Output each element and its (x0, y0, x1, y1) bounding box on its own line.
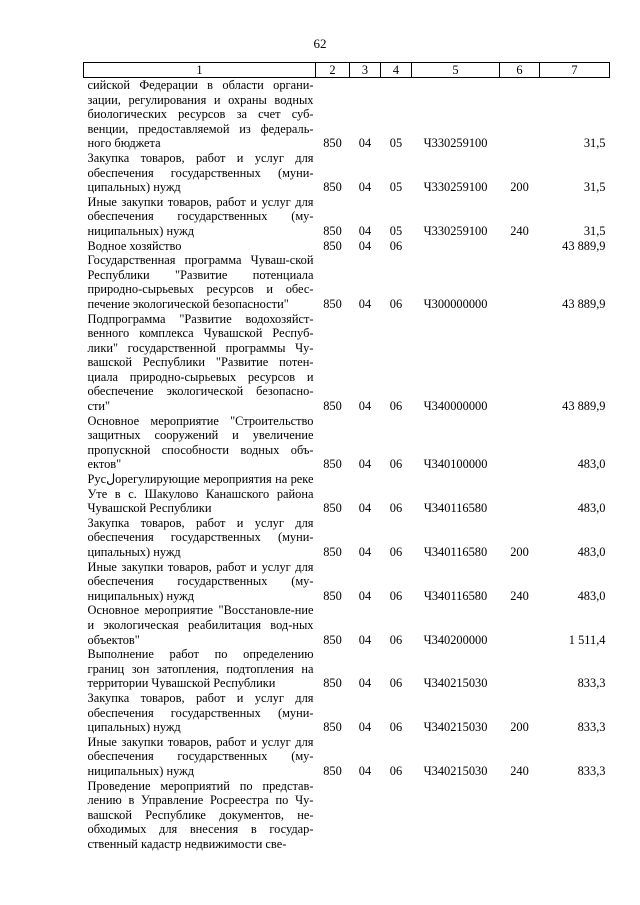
column-header: 1 (84, 63, 316, 78)
cell-csr: Ч330259100 (423, 180, 488, 195)
cell-name: Водное хозяйство (87, 238, 182, 253)
cell-vr (500, 312, 540, 414)
cell-gr: 850 (323, 399, 342, 414)
cell-rz: 04 (358, 136, 372, 151)
table-row (84, 779, 610, 852)
cell-gr: 850 (323, 501, 342, 516)
table-row (84, 151, 610, 195)
cell-gr: 850 (323, 588, 342, 603)
cell-vr: 240 (510, 588, 529, 603)
cell-sum: 483,0 (577, 457, 606, 472)
cell-name: Основное мероприятие "Восстановле-ние и экологическая реабилитация вод-ных объектов" (87, 603, 314, 647)
table-row (84, 253, 610, 311)
cell-vr (500, 603, 540, 647)
cell-rz: 04 (358, 676, 372, 691)
cell-pr: 05 (389, 136, 403, 151)
cell-sum: 483,0 (577, 545, 606, 559)
cell-pr: 06 (389, 238, 403, 253)
cell-csr: Ч340215030 (423, 763, 488, 778)
budget-table (83, 62, 610, 851)
cell-gr: 850 (323, 238, 342, 253)
cell-sum: 833,3 (577, 676, 606, 691)
cell-rz: 04 (358, 632, 372, 647)
cell-rz: 04 (358, 545, 372, 559)
cell-pr: 05 (389, 223, 403, 238)
cell-rz: 04 (358, 763, 372, 778)
cell-name: Русلорегулирующие мероприятия на реке Уте в с. Шакулово Канашского района Чувашской Республики (87, 472, 314, 516)
cell-gr: 850 (323, 763, 342, 778)
page-number: 62 (313, 36, 327, 51)
cell-pr: 06 (389, 399, 403, 414)
cell-vr (500, 253, 540, 311)
cell-vr (500, 647, 540, 691)
cell-gr: 850 (323, 223, 342, 238)
cell-rz: 04 (358, 296, 372, 311)
cell-pr: 06 (389, 545, 403, 559)
cell-name: Иные закупки товаров, работ и услуг для обеспечения государственных (му-ниципальных) нужд (87, 734, 314, 778)
cell-sum (540, 779, 610, 852)
cell-name: Основное мероприятие "Строительство защитных сооружений и увеличение пропускной способности водных объ-ектов" (87, 413, 314, 472)
cell-csr: Ч340000000 (423, 399, 488, 414)
cell-vr: 200 (510, 180, 529, 195)
cell-gr: 850 (323, 545, 342, 559)
cell-sum: 31,5 (583, 223, 606, 238)
cell-pr: 06 (389, 720, 403, 735)
cell-name: Иные закупки товаров, работ и услуг для обеспечения государственных (му-ниципальных) нужд (87, 194, 314, 238)
cell-rz: 04 (358, 588, 372, 603)
cell-name: Проведение мероприятий по представ-лению в Управление Росреестра по Чу-вашской Республике документов, не-обходимых для внесения в государ-ственный кадастр недвижимости све- (87, 778, 314, 851)
cell-name: сийской Федерации в области органи-зации, регулирования и охраны водных биологических ресурсов за счет суб-венции, предоставляемой из федераль-ного бюджета (87, 78, 314, 151)
table-row (84, 239, 610, 254)
column-header: 7 (540, 63, 610, 78)
cell-rz: 04 (358, 501, 372, 516)
column-header: 4 (381, 63, 412, 78)
cell-sum: 43 889,9 (562, 238, 606, 253)
cell-pr: 06 (389, 632, 403, 647)
cell-rz: 04 (358, 180, 372, 195)
cell-vr (500, 472, 540, 516)
cell-vr: 200 (510, 720, 529, 735)
column-header: 3 (350, 63, 381, 78)
table-row (84, 560, 610, 604)
cell-vr: 240 (510, 763, 529, 778)
cell-pr: 06 (389, 501, 403, 516)
cell-vr (500, 779, 540, 852)
cell-name: Закупка товаров, работ и услуг для обеспечения государственных (муни-ципальных) нужд (87, 515, 314, 559)
cell-gr: 850 (323, 720, 342, 735)
cell-gr: 850 (323, 457, 342, 472)
cell-gr: 850 (323, 676, 342, 691)
column-header: 6 (500, 63, 540, 78)
cell-sum: 31,5 (583, 180, 606, 195)
cell-csr: Ч340215030 (423, 720, 488, 735)
cell-gr: 850 (323, 136, 342, 151)
cell-name: Государственная программа Чуваш-ской Республики "Развитие потенциала природно-сырьевых ресурсов и обес-печение экологической безопасности" (87, 253, 314, 311)
cell-csr: Ч340116580 (423, 588, 488, 603)
table-row (84, 691, 610, 735)
cell-rz: 04 (358, 457, 372, 472)
cell-name: Закупка товаров, работ и услуг для обеспечения государственных (муни-ципальных) нужд (87, 150, 314, 195)
cell-name: Закупка товаров, работ и услуг для обеспечения государственных (муни-ципальных) нужд (87, 690, 314, 735)
cell-vr (500, 239, 540, 254)
cell-csr: Ч340100000 (423, 457, 488, 472)
table-row (84, 472, 610, 516)
cell-pr (381, 779, 412, 852)
cell-rz: 04 (358, 223, 372, 238)
cell-pr: 06 (389, 676, 403, 691)
cell-sum: 833,3 (577, 763, 606, 778)
cell-gr: 850 (323, 632, 342, 647)
table-row (84, 516, 610, 560)
cell-gr: 850 (323, 180, 342, 195)
table-row (84, 647, 610, 691)
cell-vr (500, 414, 540, 472)
cell-csr (412, 779, 500, 852)
cell-rz: 04 (358, 720, 372, 735)
table-row (84, 414, 610, 472)
cell-csr (412, 239, 500, 254)
cell-pr: 06 (389, 588, 403, 603)
cell-csr: Ч340215030 (423, 676, 488, 691)
cell-rz: 04 (358, 399, 372, 414)
cell-sum: 483,0 (577, 588, 606, 603)
table-row (84, 603, 610, 647)
cell-rz (350, 779, 381, 852)
cell-vr (500, 78, 540, 151)
table-header-row (84, 63, 610, 78)
cell-sum: 833,3 (577, 720, 606, 735)
cell-sum: 43 889,9 (562, 296, 606, 311)
cell-pr: 06 (389, 763, 403, 778)
cell-csr: Ч330259100 (423, 223, 488, 238)
cell-sum: 1 511,4 (568, 632, 606, 647)
cell-csr: Ч340200000 (423, 632, 488, 647)
cell-vr: 200 (510, 545, 529, 559)
cell-pr: 05 (389, 180, 403, 195)
table-row (84, 78, 610, 151)
cell-gr (316, 779, 350, 852)
cell-csr: Ч340116580 (423, 545, 488, 559)
table-row (84, 735, 610, 779)
cell-pr: 06 (389, 296, 403, 311)
cell-sum: 43 889,9 (562, 399, 606, 414)
cell-name: Выполнение работ по определению границ зон затопления, подтопления на территории Чувашской Республики (87, 647, 314, 691)
column-header: 2 (316, 63, 350, 78)
cell-sum: 483,0 (577, 501, 606, 516)
cell-csr: Ч330259100 (423, 136, 488, 151)
cell-name: Подпрограмма "Развитие водохозяйст-венного комплекса Чувашской Респуб-лики" государственной программы Чу-вашской Республики "Развитие потен-циала природно-сырьевых ресурсов и обеспечение экологической безопасно-сти" (87, 311, 314, 414)
column-header: 5 (412, 63, 500, 78)
cell-rz: 04 (358, 238, 372, 253)
cell-pr: 06 (389, 457, 403, 472)
cell-vr: 240 (510, 223, 529, 238)
cell-csr: Ч340116580 (423, 501, 488, 516)
cell-sum: 31,5 (583, 136, 606, 151)
cell-name: Иные закупки товаров, работ и услуг для обеспечения государственных (му-ниципальных) нужд (87, 559, 314, 603)
table-row (84, 195, 610, 239)
table-row (84, 312, 610, 414)
cell-gr: 850 (323, 296, 342, 311)
cell-csr: Ч300000000 (423, 296, 488, 311)
